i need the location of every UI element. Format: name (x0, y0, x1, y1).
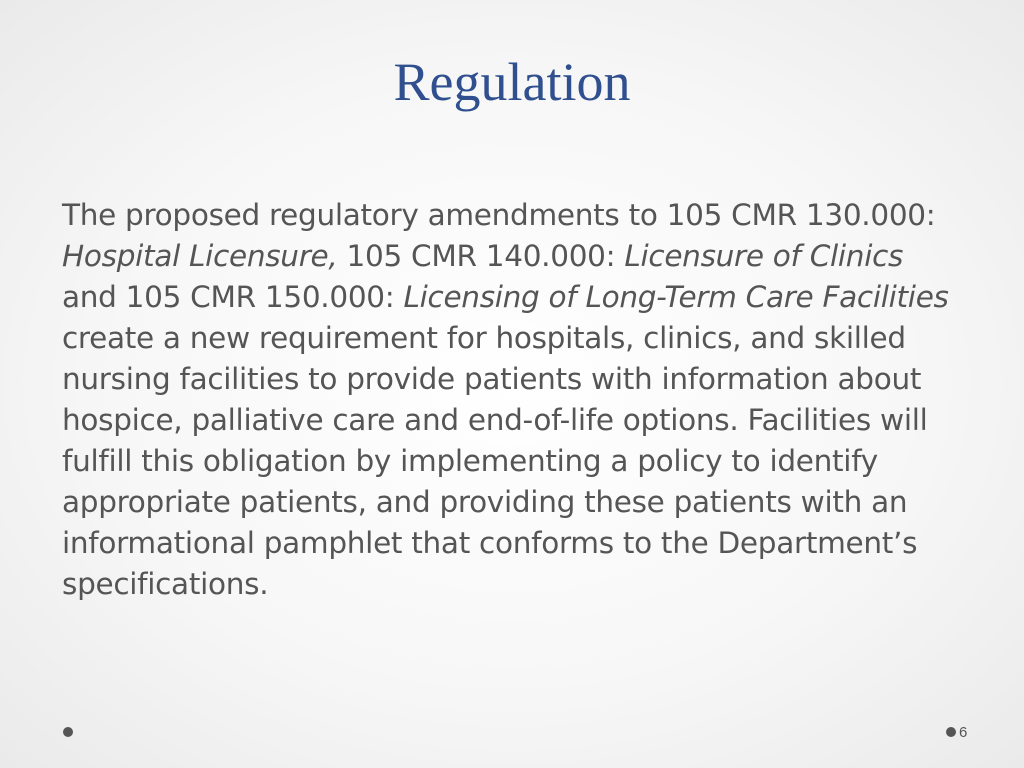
body-text-segment: 105 CMR 140.000: (337, 239, 625, 273)
footer-left-dot (63, 727, 73, 737)
body-text-segment: create a new requirement for hospitals, clinics, and skilled nursing facilities to provide patients with information about hospice, palliative care and end-of-life options. Facilities will fulfill this obligation by implementing a policy to identify appropriate patients, and providing these patients with an informational pamphlet that conforms to the Department’s specifications. (62, 321, 928, 601)
footer-right-dot (946, 727, 956, 737)
body-text-segment: The proposed regulatory amendments to 105 CMR 130.000: (62, 198, 936, 232)
body-text-segment: and 105 CMR 150.000: (62, 280, 404, 314)
body-text-italic-licensure-of-clinics: Licensure of Clinics (624, 239, 904, 273)
body-text-italic-licensing-ltc-facilities: Licensing of Long-Term Care Facilities (403, 280, 949, 314)
slide-title: Regulation (393, 52, 631, 112)
slide-number: 6 (959, 724, 968, 741)
body-text-italic-hospital-licensure: Hospital Licensure, (62, 239, 338, 273)
slide-body-text (62, 195, 962, 605)
